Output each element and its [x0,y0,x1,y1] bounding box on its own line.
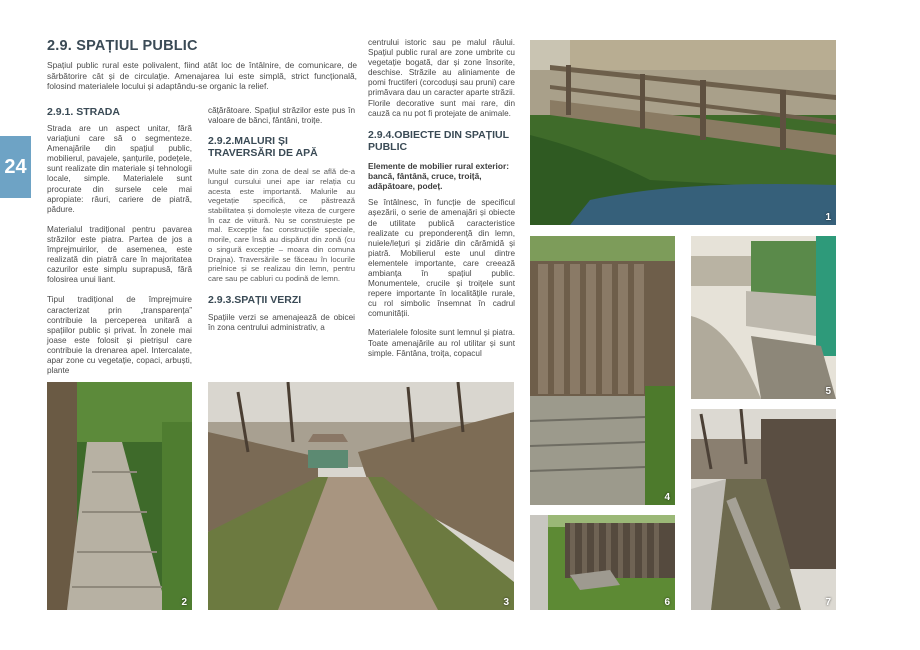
photo-number: 4 [664,492,670,503]
photo-number: 1 [825,212,831,223]
column-2 [208,106,355,333]
photo-number: 7 [825,597,831,608]
photo-number: 3 [503,597,509,608]
obiecte-paragraph-2: Materialele folosite sunt lemnul și piatra. Toate amenajările au rol utilitar și sunt simple. Fântâna, troița, copacul [368,328,515,358]
column-1 [47,106,192,376]
obiecte-lead: Elemente de mobilier rural exterior: bancă, fântână, cruce, troiță, adăpătoare, podeț. [368,160,510,192]
heading-obiecte: 2.9.4.OBIECTE DIN SPAȚIUL PUBLIC [368,128,509,153]
photo-footbridge [530,40,836,225]
photo-number: 2 [181,597,187,608]
photo-fence-path [530,515,675,610]
maluri-paragraph-1: Multe sate din zona de deal se află de-a lungul cursului unei ape iar relația cu acesta este importantă. Malurile au vegetație specifică, ce păstrează stabilitatea și domolește viteza de curgere în caz de viitură. Nu se construiește pe mal. Excepție fac construcțiile speciale, morile, care însă au dispărut din zonă (cu o singură excepție – moara din comuna Drajna). Traversările se făceau în locurile prielnice și se realizau din lemn, pentru care sau pe cabluri cu podină de lemn. [208,167,355,283]
photo-stone-wall [691,236,836,399]
heading-strada: 2.9.1. STRADA [47,106,120,118]
photo-wooden-gate [530,236,675,505]
strada-paragraph-3: Tipul tradițional de împrejmuire caracterizat prin „transparența” contribuie la perceperea unitară a spațiilor public și privat. În zonele mai joase este folosit și pietrișul care contribuie la drenarea apel. Intercalate, apar zone cu vegetație, copaci, arbuști, plante [47,295,192,376]
column-3 [368,38,515,359]
heading-maluri: 2.9.2.MALURI ȘI TRAVERSĂRI DE APĂ [208,135,318,160]
photo-village-road [208,382,514,610]
col3-paragraph-0: centrului istoric sau pe malul râului. Spațiul public rural are zone umbrite cu vegetație bogată, dar și zone însorite, deschise. Străzile au aliniamente de pomi fructiferi (corcoduși sau pruni) care primăvara dau un caracter aparte străzii. Florile decorative sunt mai rare, din cauză ca nu pot fi protejate de animale. [368,38,515,118]
obiecte-paragraph-1: Se întâlnesc, în funcție de specificul așezării, o serie de amenajări și obiecte de utilitate publică caracteristice realizate cu preponderență din lemn, nuiele/lețuri și zidărie din cărămidă și piatră. Mobilierul este unul dintre elementele importante, care creează ambianța în spațiul public. Monumentele, crucile și troițele sunt repere importante în localitățile rurale, cu rol simbolic însemnat în cadrul comunității. [368,198,515,319]
page-number-tab [0,136,31,198]
photo-number: 6 [664,597,670,608]
strada-paragraph-2: Materialul tradițional pentru pavarea străzilor este piatra. Partea de jos a împrejmuirilor, de asemenea, este realizată din piatră care în majoritatea cazurilor este simplu suprapusă, fără folosirea unui liant. [47,224,192,285]
heading-spatii-verzi: 2.9.3.SPAȚII VERZI [208,293,302,306]
photo-roadside-ditch [691,409,836,610]
photo-stone-path [47,382,192,610]
photo-number: 5 [825,386,831,397]
section-title: 2.9. SPAȚIUL PUBLIC [47,38,198,54]
section-intro: Spațiul public rural este polivalent, fiind atât loc de întâlnire, de comunicare, de sărbătorire cât și de circulație. Amenajarea lui este simplă, strict funcțională, folosind materialele locului și adaptându-se organic la relief. [47,60,357,92]
page-number: 24 [4,155,27,178]
strada-paragraph-4: cățărătoare. Spațiul străzilor este pus în valoare de bănci, fântâni, troițe. [208,106,355,126]
strada-paragraph-1: Strada are un aspect unitar, fără variațiuni care să o segmenteze. Amenajările din spațiul public, mobilierul, pavajele, șanțurile, podețele, sunt realizate din materiale și tehnologii locale, simple. Materialele sunt procurate din sursele cele mai apropiate: râuri, cariere de piatră, pădure. [47,124,192,214]
verzi-paragraph-1: Spațiile verzi se amenajează de obicei în zona centrului administrativ, a [208,312,355,332]
